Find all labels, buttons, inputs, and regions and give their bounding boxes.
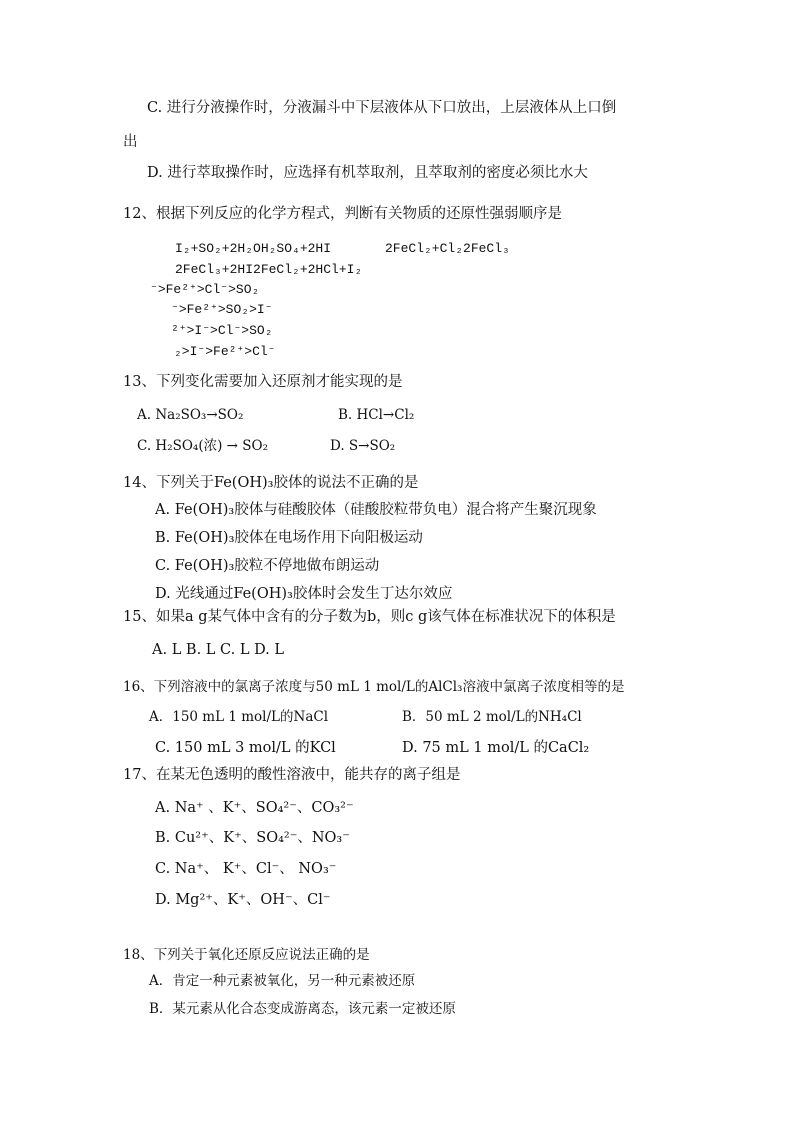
q13-option-c: C. H₂SO₄(浓) → SO₂ <box>137 438 268 454</box>
q12-option-2: ⁻>Fe²⁺>SO₂>I⁻ <box>171 302 273 317</box>
q12-option-4: ₂>I⁻>Fe²⁺>Cl⁻ <box>174 344 276 359</box>
q13-option-a: A. Na₂SO₃→SO₂ <box>137 407 244 423</box>
q14-option-a: A. Fe(OH)₃胶体与硅酸胶体（硅酸胶粒带负电）混合将产生聚沉现象 <box>155 502 597 518</box>
q16-stem: 16、下列溶液中的氯离子浓度与50 mL 1 mol/L的AlCl₃溶液中氯离子浓度相等的是 <box>123 679 625 695</box>
q14-option-b: B. Fe(OH)₃胶体在电场作用下向阳极运动 <box>155 530 423 546</box>
q18-option-a: A．肯定一种元素被氧化，另一种元素被还原 <box>149 973 416 989</box>
q16-option-a: A．150 mL 1 mol/L的NaCl <box>149 709 329 725</box>
q17-option-d: D. Mg²⁺、K⁺、OH⁻、Cl⁻ <box>155 892 331 908</box>
q14-option-d: D. 光线通过Fe(OH)₃胶体时会发生丁达尔效应 <box>155 586 453 602</box>
q11-option-d: D. 进行萃取操作时，应选择有机萃取剂，且萃取剂的密度必须比水大 <box>147 165 588 181</box>
q18-option-b: B．某元素从化合态变成游离态，该元素一定被还原 <box>149 1001 456 1017</box>
q12-stem: 12、根据下列反应的化学方程式，判断有关物质的还原性强弱顺序是 <box>123 206 562 222</box>
q17-option-b: B. Cu²⁺、K⁺、SO₄²⁻、NO₃⁻ <box>155 830 350 846</box>
q12-option-3: ²⁺>I⁻>Cl⁻>SO₂ <box>171 323 273 338</box>
q14-option-c: C. Fe(OH)₃胶粒不停地做布朗运动 <box>155 558 380 574</box>
q12-equation-2: 2FeCl₂+Cl₂2FeCl₃ <box>385 241 510 256</box>
q17-option-a: A. Na⁺ 、K⁺、SO₄²⁻、CO₃²⁻ <box>155 800 354 816</box>
q11-option-c-line1: C. 进行分液操作时，分液漏斗中下层液体从下口放出，上层液体从上口倒 <box>147 100 617 116</box>
q12-equation-1: I₂+SO₂+2H₂OH₂SO₄+2HI <box>175 241 332 256</box>
q18-stem: 18、下列关于氧化还原反应说法正确的是 <box>123 947 370 963</box>
q16-option-c: C. 150 mL 3 mol/L 的KCl <box>155 740 336 756</box>
q17-option-c: C. Na⁺、 K⁺、Cl⁻、 NO₃⁻ <box>155 861 337 877</box>
q12-equation-3: 2FeCl₃+2HI2FeCl₂+2HCl+I₂ <box>175 262 363 277</box>
q13-stem: 13、下列变化需要加入还原剂才能实现的是 <box>123 374 403 390</box>
q15-stem: 15、如果a g某气体中含有的分子数为b，则c g该气体在标准状况下的体积是 <box>123 609 616 625</box>
q13-option-b: B. HCl→Cl₂ <box>338 407 415 423</box>
q11-option-c-line2: 出 <box>123 134 138 150</box>
q16-option-d: D. 75 mL 1 mol/L 的CaCl₂ <box>402 740 590 756</box>
q14-stem: 14、下列关于Fe(OH)₃胶体的说法不正确的是 <box>123 475 419 491</box>
q13-option-d: D. S→SO₂ <box>330 438 396 454</box>
q15-options: A. L B. L C. L D. L <box>152 642 285 658</box>
q16-option-b: B．50 mL 2 mol/L的NH₄Cl <box>402 709 582 725</box>
q17-stem: 17、在某无色透明的酸性溶液中，能共存的离子组是 <box>123 767 461 783</box>
q12-option-1: ⁻>Fe²⁺>Cl⁻>SO₂ <box>150 282 260 297</box>
